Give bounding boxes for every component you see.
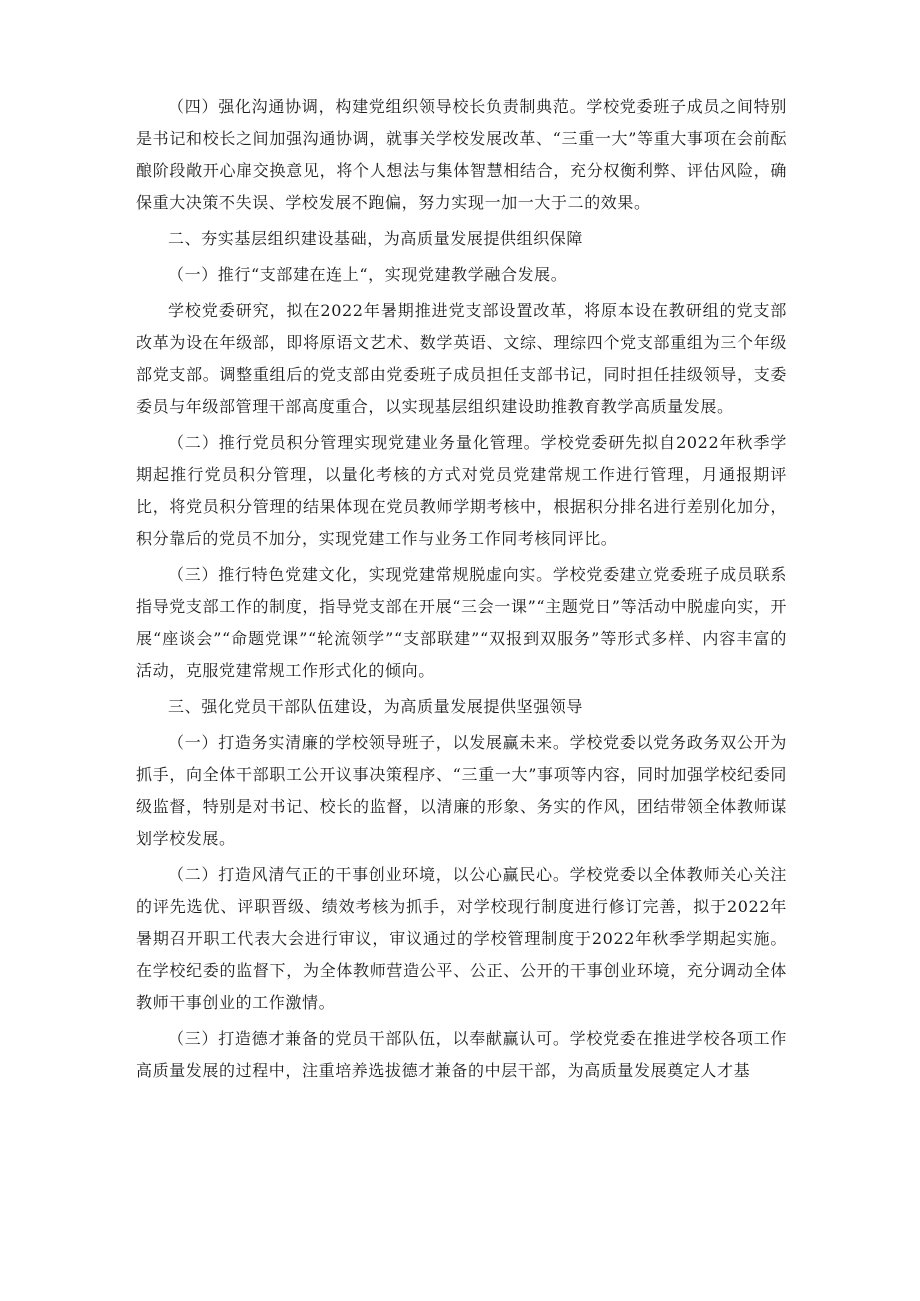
paragraph-points-management: （二）推行党员积分管理实现党建业务量化管理。学校党委研先拟自2022年秋季学期起推行党员积分管理，以量化考核的方式对党员党建常规工作进行管理，月通报期评比，将党员积分管理的结果体现在党员教师学期考核中，根据积分排名进行差别化加分，积分靠后的党员不加分，实现党建工作与业务工作同考核同评比。: [136, 433, 787, 548]
subheading-branch-in-grade: （一）推行“支部建在连上“，实现党建教学融合发展。: [168, 265, 568, 284]
paragraph-strengthen-communication: （四）强化沟通协调，构建党组织领导校长负责制典范。学校党委班子成员之间特别是书记和校长之间加强沟通协调，就事关学校发展改革、“三重一大”等重大事项在会前酝酿阶段敞开心扉交换意见，将个人想法与集体智慧相结合，充分权衡利弊、评估风险，确保重大决策不失误、学校发展不跑偏，努力实现一加一大于二的效果。: [136, 97, 787, 212]
paragraph-work-environment: （二）打造风清气正的干事创业环境，以公心赢民心。学校党委以全体教师关心关注的评先选优、评职晋级、绩效考核为抓手，对学校现行制度进行修订完善，拟于2022年暑期召开职工代表大会进行审议，审议通过的学校管理制度于2022年秋季学期起实施。在学校纪委的监督下，为全体教师营造公平、公正、公开的干事创业环境，充分调动全体教师干事创业的工作激情。: [136, 865, 787, 1012]
section-heading-grassroots-organization: 二、夯实基层组织建设基础，为高质量发展提供组织保障: [168, 229, 584, 248]
paragraph-leadership-team: （一）打造务实清廉的学校领导班子，以发展赢未来。学校党委以党务政务双公开为抓手，向全体干部职工公开议事决策程序、“三重一大”事项等内容，同时加强学校纪委同级监督，特别是对书记、校长的监督，以清廉的形象、务实的作风，团结带领全体教师谋划学校发展。: [136, 733, 787, 848]
document-page: [136, 91, 787, 1091]
section-heading-cadre-team: 三、强化党员干部队伍建设，为高质量发展提供坚强领导: [168, 697, 584, 716]
paragraph-cadre-team: （三）打造德才兼备的党员干部队伍，以奉献赢认可。学校党委在推进学校各项工作高质量发展的过程中，注重培养选拔德才兼备的中层干部，为高质量发展奠定人才基: [136, 1029, 787, 1080]
paragraph-branch-reform: 学校党委研究，拟在2022年暑期推进党支部设置改革，将原本设在教研组的党支部改革为设在年级部，即将原语文艺术、数学英语、文综、理综四个党支部重组为三个年级部党支部。调整重组后的党支部由党委班子成员担任支部书记，同时担任挂级领导，支委委员与年级部管理干部高度重合，以实现基层组织建设助推教育教学高质量发展。: [136, 301, 787, 416]
paragraph-party-culture: （三）推行特色党建文化，实现党建常规脱虚向实。学校党委建立党委班子成员联系指导党支部工作的制度，指导党支部在开展“三会一课”“主题党日”等活动中脱虚向实，开展“座谈会”“命题党课”“轮流领学”“支部联建”“双报到双服务”等形式多样、内容丰富的活动，克服党建常规工作形式化的倾向。: [136, 565, 787, 680]
